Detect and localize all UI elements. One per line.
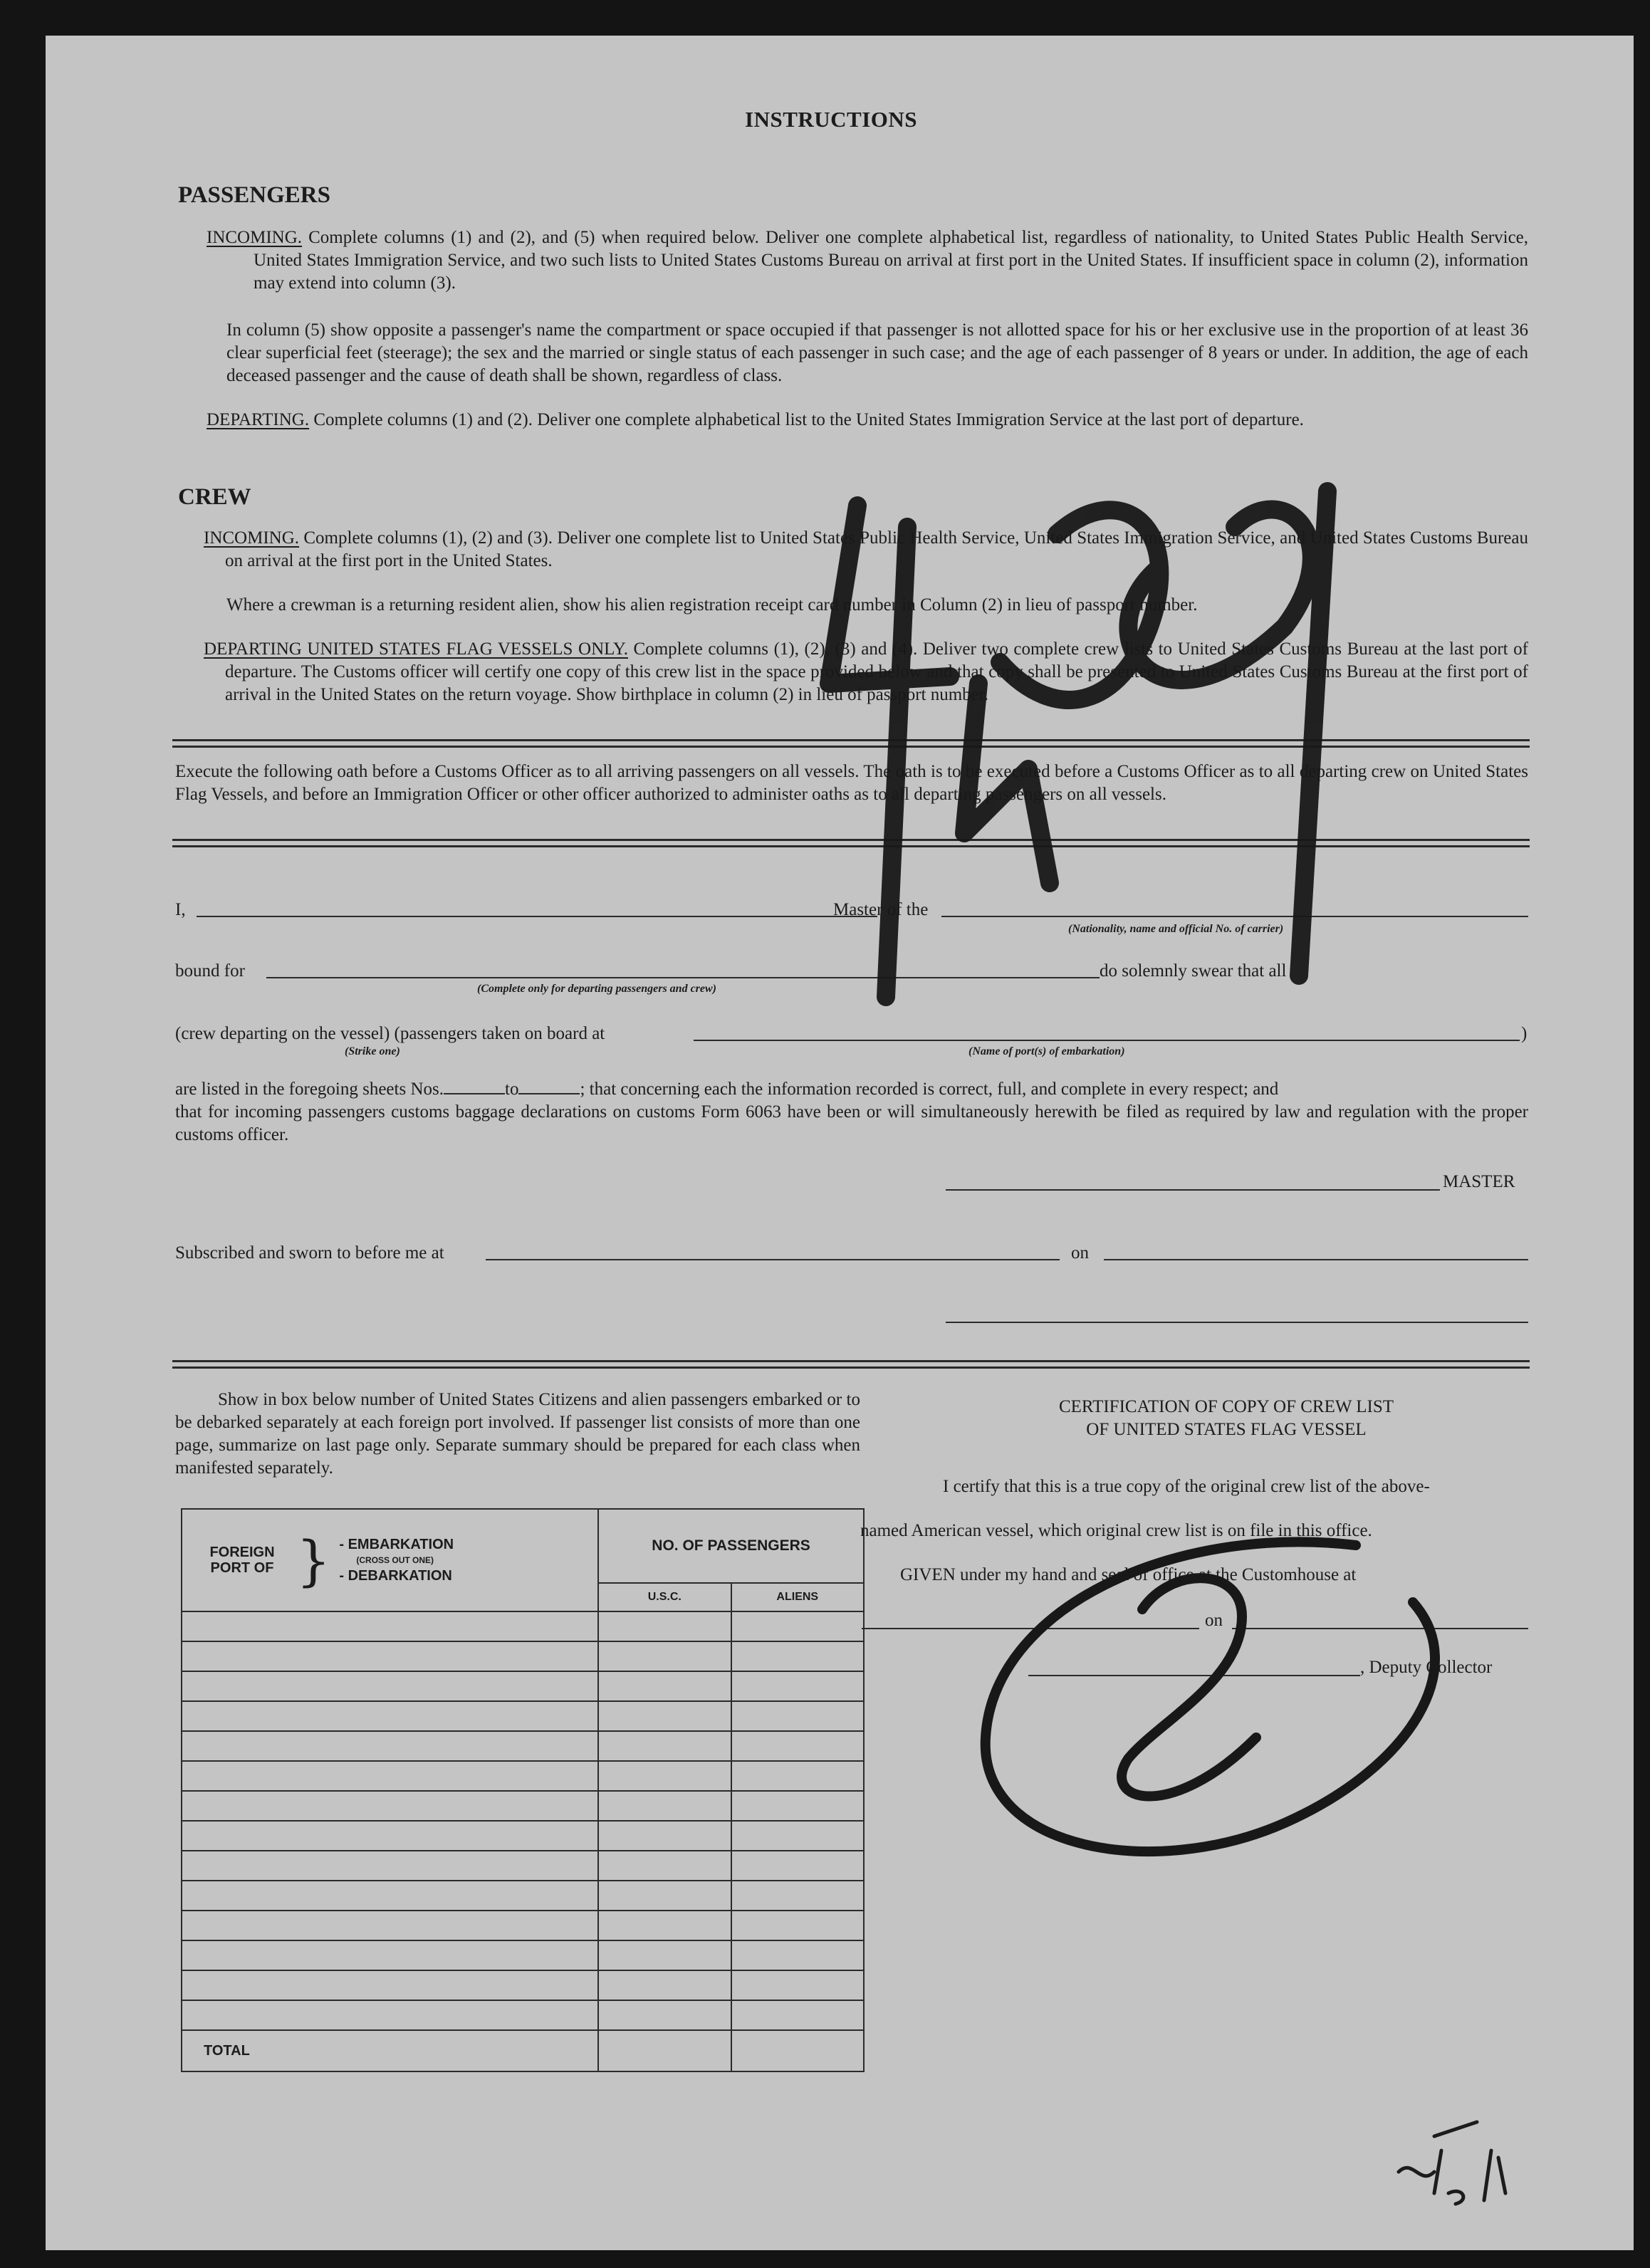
- crew-incoming-label: INCOMING.: [204, 528, 300, 548]
- table-row: [182, 1761, 864, 1791]
- crew-departing-label: DEPARTING UNITED STATES FLAG VESSELS ONLY.: [204, 639, 628, 659]
- table-row: [182, 1970, 864, 2000]
- master-signature-field[interactable]: [946, 1189, 1440, 1191]
- subscribed-date-field[interactable]: [1104, 1259, 1528, 1260]
- aliens-cell[interactable]: [731, 1611, 864, 1641]
- table-header-row: [182, 1509, 864, 1583]
- table-row: [182, 1851, 864, 1881]
- aliens-cell[interactable]: [731, 1911, 864, 1940]
- certify-line-1: [900, 1475, 1534, 1498]
- usc-cell[interactable]: [598, 1821, 731, 1851]
- crew-incoming-text: Complete columns (1), (2) and (3). Deliver one complete list to United States Public Health Service, United States Immigration Service, and United States Customs Bureau on arrival at the first port in the United States.: [225, 528, 1528, 570]
- subscribed-place-field[interactable]: [486, 1259, 1060, 1260]
- passengers-departing-paragraph: [207, 409, 1528, 432]
- aliens-cell[interactable]: [731, 1940, 864, 1970]
- handwritten-corner-mark: [1384, 2108, 1527, 2215]
- certification-title-line-2: OF UNITED STATES FLAG VESSEL: [1086, 1420, 1367, 1439]
- port-cell[interactable]: [182, 1881, 598, 1911]
- listed-part-2: ; that concerning each the information recorded is correct, full, and complete in every respect; and: [580, 1080, 1279, 1099]
- table-row: [182, 1791, 864, 1821]
- table-row: [182, 1641, 864, 1671]
- port-cell[interactable]: [182, 1611, 598, 1641]
- crew-departing-text: Complete columns (1), (2), (3) and (4). Deliver two complete crew lists to United States Customs Bureau at the last port of departure. The Customs officer will certify one copy of this crew list in the space provided below and that copy shall be presented to United States Customs Bureau at the first port of arrival in the United States on the return voyage. Show birthplace in column (2) in lieu of passport number.: [225, 639, 1528, 704]
- usc-cell[interactable]: [598, 1701, 731, 1731]
- passengers-departing-text: Complete columns (1) and (2). Deliver one complete alphabetical list to the United States Immigration Service at the last port of departure.: [313, 410, 1304, 429]
- sheet-to-field[interactable]: [518, 1093, 580, 1094]
- passenger-summary-table: [181, 1508, 865, 2072]
- crew-departing-label: (crew departing on the vessel) (passengers taken on board at: [175, 1024, 605, 1043]
- aliens-cell[interactable]: [731, 1641, 864, 1671]
- port-cell[interactable]: [182, 1671, 598, 1701]
- subscribed-label: Subscribed and sworn to before me at: [175, 1243, 444, 1263]
- usc-cell[interactable]: [598, 1970, 731, 2000]
- debarkation-label: - DEBARKATION: [339, 1568, 452, 1584]
- usc-cell[interactable]: [598, 1940, 731, 1970]
- usc-cell[interactable]: [598, 1881, 731, 1911]
- oath-i-label: I,: [175, 900, 186, 919]
- foreign-port-label: FOREIGN PORT OF: [209, 1545, 275, 1576]
- aliens-header: ALIENS: [731, 1583, 864, 1611]
- usc-cell[interactable]: [598, 1851, 731, 1881]
- usc-cell[interactable]: [598, 1641, 731, 1671]
- table-row: [182, 1821, 864, 1851]
- complete-only-caption: (Complete only for departing passengers and crew): [477, 983, 716, 995]
- port-cell[interactable]: [182, 1911, 598, 1940]
- port-cell[interactable]: [182, 1940, 598, 1970]
- cross-out-caption: (CROSS OUT ONE): [356, 1555, 434, 1565]
- strike-one-caption: (Strike one): [345, 1045, 400, 1057]
- cert-on-label: on: [1205, 1611, 1223, 1630]
- bound-for-label: bound for: [175, 961, 245, 981]
- table-row: [182, 1731, 864, 1761]
- summary-instructions: Show in box below number of United States Citizens and alien passengers embarked or to be debarked separately at each foreign port involved. If passenger list consists of more than one page, summarize on last page only. Separate summary should be prepared for each class when manifested separately.: [175, 1390, 860, 1478]
- passengers-heading: PASSENGERS: [178, 182, 330, 208]
- usc-cell[interactable]: [598, 1671, 731, 1701]
- port-cell[interactable]: [182, 1791, 598, 1821]
- passengers-incoming-text: Complete columns (1) and (2), and (5) when required below. Deliver one complete alphabetical list, regardless of nationality, to United States Public Health Service, United States Immigration Service, and two such lists to United States Customs Bureau on arrival at first port in the United States. If insufficient space in column (2), information may extend into column (3).: [254, 228, 1529, 293]
- total-aliens-cell[interactable]: [731, 2030, 864, 2071]
- port-cell[interactable]: [182, 1761, 598, 1791]
- port-cell[interactable]: [182, 1641, 598, 1671]
- port-header-cell: [182, 1509, 598, 1611]
- oath-intro: Execute the following oath before a Customs Officer as to all arriving passengers on all vessels. The oath is to be executed before a Customs Officer as to all departing crew on United States Flag Vessels, and before an Immigration Officer or other officer authorized to administer oaths as to all departing passengers on all vessels.: [175, 762, 1528, 804]
- master-of-label: Master of the: [833, 900, 929, 919]
- port-cell[interactable]: [182, 1970, 598, 2000]
- passengers-incoming-label: INCOMING.: [207, 228, 303, 247]
- master-name-field[interactable]: [197, 916, 877, 917]
- aliens-cell[interactable]: [731, 1821, 864, 1851]
- summary-rows: [182, 1611, 864, 2030]
- divider-double: [172, 1360, 1530, 1369]
- port-cell[interactable]: [182, 2000, 598, 2030]
- aliens-cell[interactable]: [731, 1731, 864, 1761]
- handwritten-circled-2: [957, 1524, 1498, 1894]
- passengers-incoming-paragraph: [207, 226, 1528, 295]
- certify-text-1: I certify that this is a true copy of the original crew list of the above-: [943, 1477, 1430, 1496]
- table-row: [182, 1911, 864, 1940]
- usc-cell[interactable]: [598, 1761, 731, 1791]
- page-title: INSTRUCTIONS: [745, 107, 918, 132]
- solemnly-label: do solemnly swear that all: [1100, 961, 1287, 981]
- crew-heading: CREW: [178, 484, 251, 510]
- port-cell[interactable]: [182, 1701, 598, 1731]
- listed-line-1: [175, 1078, 1278, 1101]
- aliens-cell[interactable]: [731, 1671, 864, 1701]
- form-page: [46, 36, 1634, 2250]
- crew-resident-paragraph: Where a crewman is a returning resident alien, show his alien registration receipt card number in Column (2) in lieu of passport number.: [226, 595, 1198, 615]
- given-line: GIVEN under my hand and seal of office at the Customhouse at: [900, 1565, 1357, 1584]
- total-usc-cell[interactable]: [598, 2030, 731, 2071]
- officer-signature-field[interactable]: [946, 1322, 1528, 1323]
- subscribed-on-label: on: [1071, 1243, 1089, 1263]
- usc-cell[interactable]: [598, 1611, 731, 1641]
- brace-glyph: }: [296, 1528, 331, 1592]
- embarkation-label: - EMBARKATION: [339, 1537, 454, 1552]
- port-cell[interactable]: [182, 1731, 598, 1761]
- certification-title-line-1: CERTIFICATION OF COPY OF CREW LIST: [1058, 1397, 1394, 1416]
- passengers-departing-label: DEPARTING.: [207, 410, 310, 429]
- passengers-column5-paragraph: In column (5) show opposite a passenger's name the compartment or space occupied if that passenger is not allotted space for his or her exclusive use in the proportion of at least 36 clear superficial feet (steerage); the sex and the married or single status of each passenger in such case; and the age of each passenger of 8 years or under. In addition, the age of each deceased passenger and the cause of death shall be shown, regardless of class.: [226, 320, 1528, 385]
- sheet-from-field[interactable]: [444, 1093, 505, 1094]
- usc-header: U.S.C.: [598, 1583, 731, 1611]
- table-row: [182, 1881, 864, 1911]
- port-cell[interactable]: [182, 1821, 598, 1851]
- usc-cell[interactable]: [598, 1911, 731, 1940]
- total-label: TOTAL: [182, 2030, 598, 2071]
- nationality-caption: (Nationality, name and official No. of carrier): [1068, 923, 1284, 935]
- table-row: [182, 2000, 864, 2030]
- table-row: [182, 1701, 864, 1731]
- certify-line-2: named American vessel, which original crew list is on file in this office.: [860, 1521, 1372, 1540]
- master-label: MASTER: [1443, 1172, 1515, 1191]
- total-row: [182, 2030, 864, 2071]
- table-row: [182, 1671, 864, 1701]
- usc-cell[interactable]: [598, 2000, 731, 2030]
- aliens-cell[interactable]: [731, 1970, 864, 2000]
- table-row: [182, 1940, 864, 1970]
- handwritten-number-4129: [786, 449, 1484, 1075]
- port-cell[interactable]: [182, 1851, 598, 1881]
- close-paren: ): [1521, 1024, 1528, 1043]
- aliens-cell[interactable]: [731, 1791, 864, 1821]
- certification-title: [906, 1396, 1547, 1441]
- no-passengers-header: NO. OF PASSENGERS: [598, 1509, 864, 1583]
- aliens-cell[interactable]: [731, 1701, 864, 1731]
- listed-to: to: [505, 1080, 519, 1099]
- aliens-cell[interactable]: [731, 1851, 864, 1881]
- listed-part-3: that for incoming passengers customs baggage declarations on customs Form 6063 have been or will simultaneously herewith be filed as required by law and regulation with the proper customs officer.: [175, 1102, 1528, 1144]
- port-caption: (Name of port(s) of embarkation): [968, 1045, 1125, 1057]
- aliens-cell[interactable]: [731, 1881, 864, 1911]
- aliens-cell[interactable]: [731, 1761, 864, 1791]
- listed-part-1: are listed in the foregoing sheets Nos.: [175, 1080, 444, 1099]
- deputy-collector-label: , Deputy Collector: [1360, 1658, 1493, 1677]
- usc-cell[interactable]: [598, 1731, 731, 1761]
- usc-cell[interactable]: [598, 1791, 731, 1821]
- table-row: [182, 1611, 864, 1641]
- aliens-cell[interactable]: [731, 2000, 864, 2030]
